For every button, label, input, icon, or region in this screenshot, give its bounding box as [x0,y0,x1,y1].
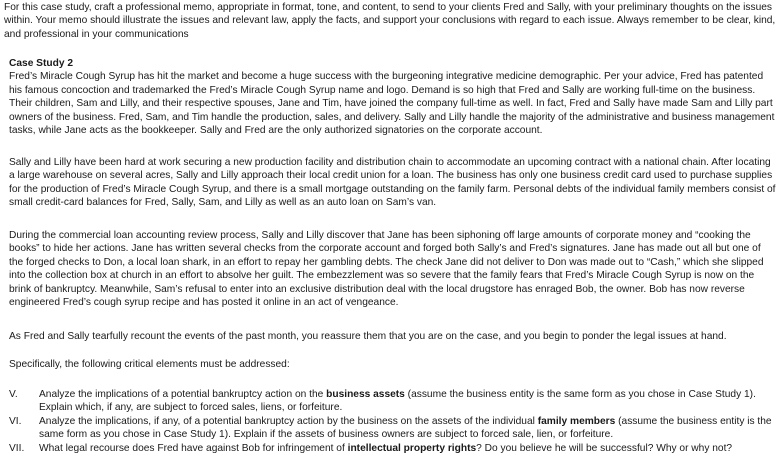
emphasis: business assets [326,389,405,400]
critical-elements-list [9,388,779,455]
emphasis: intellectual property rights [347,442,477,454]
case-study-heading: Case Study 2 [9,58,73,69]
list-item-text: Analyze the implications, if any, of a potential bankruptcy action by the business on the assets of the individual family members (assume the business entity is the same form as you chose in Case Study 1). Explain if the assets of business owners are subject to forced sale, lien, or forfeiture. [39,415,772,441]
list-item-text: Analyze the implications of a potential bankruptcy action on the business assets (assume the business entity is the same form as you chose in Case Study 1). Explain which, if any, are subject to forced sales, liens, or forfeiture. [39,389,756,414]
list-item-text: What legal recourse does Fred have against Bob for infringement of intellectual property rights? Do you believe he will be successful? Why or why not? [39,442,733,454]
list-item [9,442,779,455]
list-item-number: VI. [9,415,22,427]
list-item [9,415,779,442]
list-item-number: VII. [9,442,25,454]
case-study-section [9,57,777,137]
paragraph-background: Fred’s Miracle Cough Syrup has hit the market and become a huge success with the burgeoning integrative medicine demographic. Per your advice, Fred has patented his famous concoction and trademarked the Fred’s Miracle Cough Syrup name and logo. Demand is so high that Fred and Sally are working full-time on the business. Their children, Sam and Lilly, and their respective spouses, Jane and Tim, have joined the company full-time as well. In fact, Fred and Sally have made Sam and Lilly part owners of the business. Fred, Sam, and Tim handle the production, sales, and delivery. Sally and Lilly handle the majority of the administrative and business management tasks, while Jane acts as the bookkeeper. Sally and Fred are the only authorized signatories on the corporate account. [9,71,775,137]
emphasis: family members [537,415,616,427]
paragraph-embezzlement: During the commercial loan accounting review process, Sally and Lilly discover that Jane has been siphoning off large amounts of corporate money and “cooking the books” to hide her actions. Jane has written several checks from the corporate account and forged both Sally’s and Fred’s signatures. Jane has made out all but one of the forged checks to Don, a local loan shark, in an effort to repay her gambling debts. The check Jane did not deliver to Don was made out to “Cash,” which she slipped into the collection box at church in an effort to absolve her guilt. The embezzlement was so severe that the family fears that Fred’s Miracle Cough Syrup is now on the brink of bankruptcy. Meanwhile, Sam’s refusal to enter into an exclusive distribution deal with the local drugstore has enraged Bob, the owner. Bob has now reverse engineered Fred’s cough syrup recipe and has posted it online in an act of vengeance. [9,230,764,309]
list-item [9,388,779,415]
paragraph-specifically: Specifically, the following critical elements must be addressed: [9,359,290,370]
list-item-number: V. [9,389,18,400]
intro-paragraph: For this case study, craft a professional memo, appropriate in format, tone, and content, to send to your clients Fred and Sally, with your preliminary thoughts on the issues within. Your memo should illustrate the issues and relevant law, apply the facts, and support your conclusions with regard to each issue. Always remember to be clear, kind, and professional in your communications [4,2,776,40]
paragraph-loan: Sally and Lilly have been hard at work securing a new production facility and distribution chain to accommodate an upcoming contract with a national chain. After locating a large warehouse on several acres, Sally and Lilly approach their local credit union for a loan. The business has only one business credit card used to purchase supplies for the production of Fred’s Miracle Cough Syrup, and there is a small mortgage outstanding on the family farm. Personal debts of the individual family members consist of small credit-card balances for Fred, Sally, Sam, and Lilly as well as an auto loan on Sam’s van. [9,157,776,209]
paragraph-reassure: As Fred and Sally tearfully recount the events of the past month, you reassure them that you are on the case, and you begin to ponder the legal issues at hand. [9,331,727,342]
